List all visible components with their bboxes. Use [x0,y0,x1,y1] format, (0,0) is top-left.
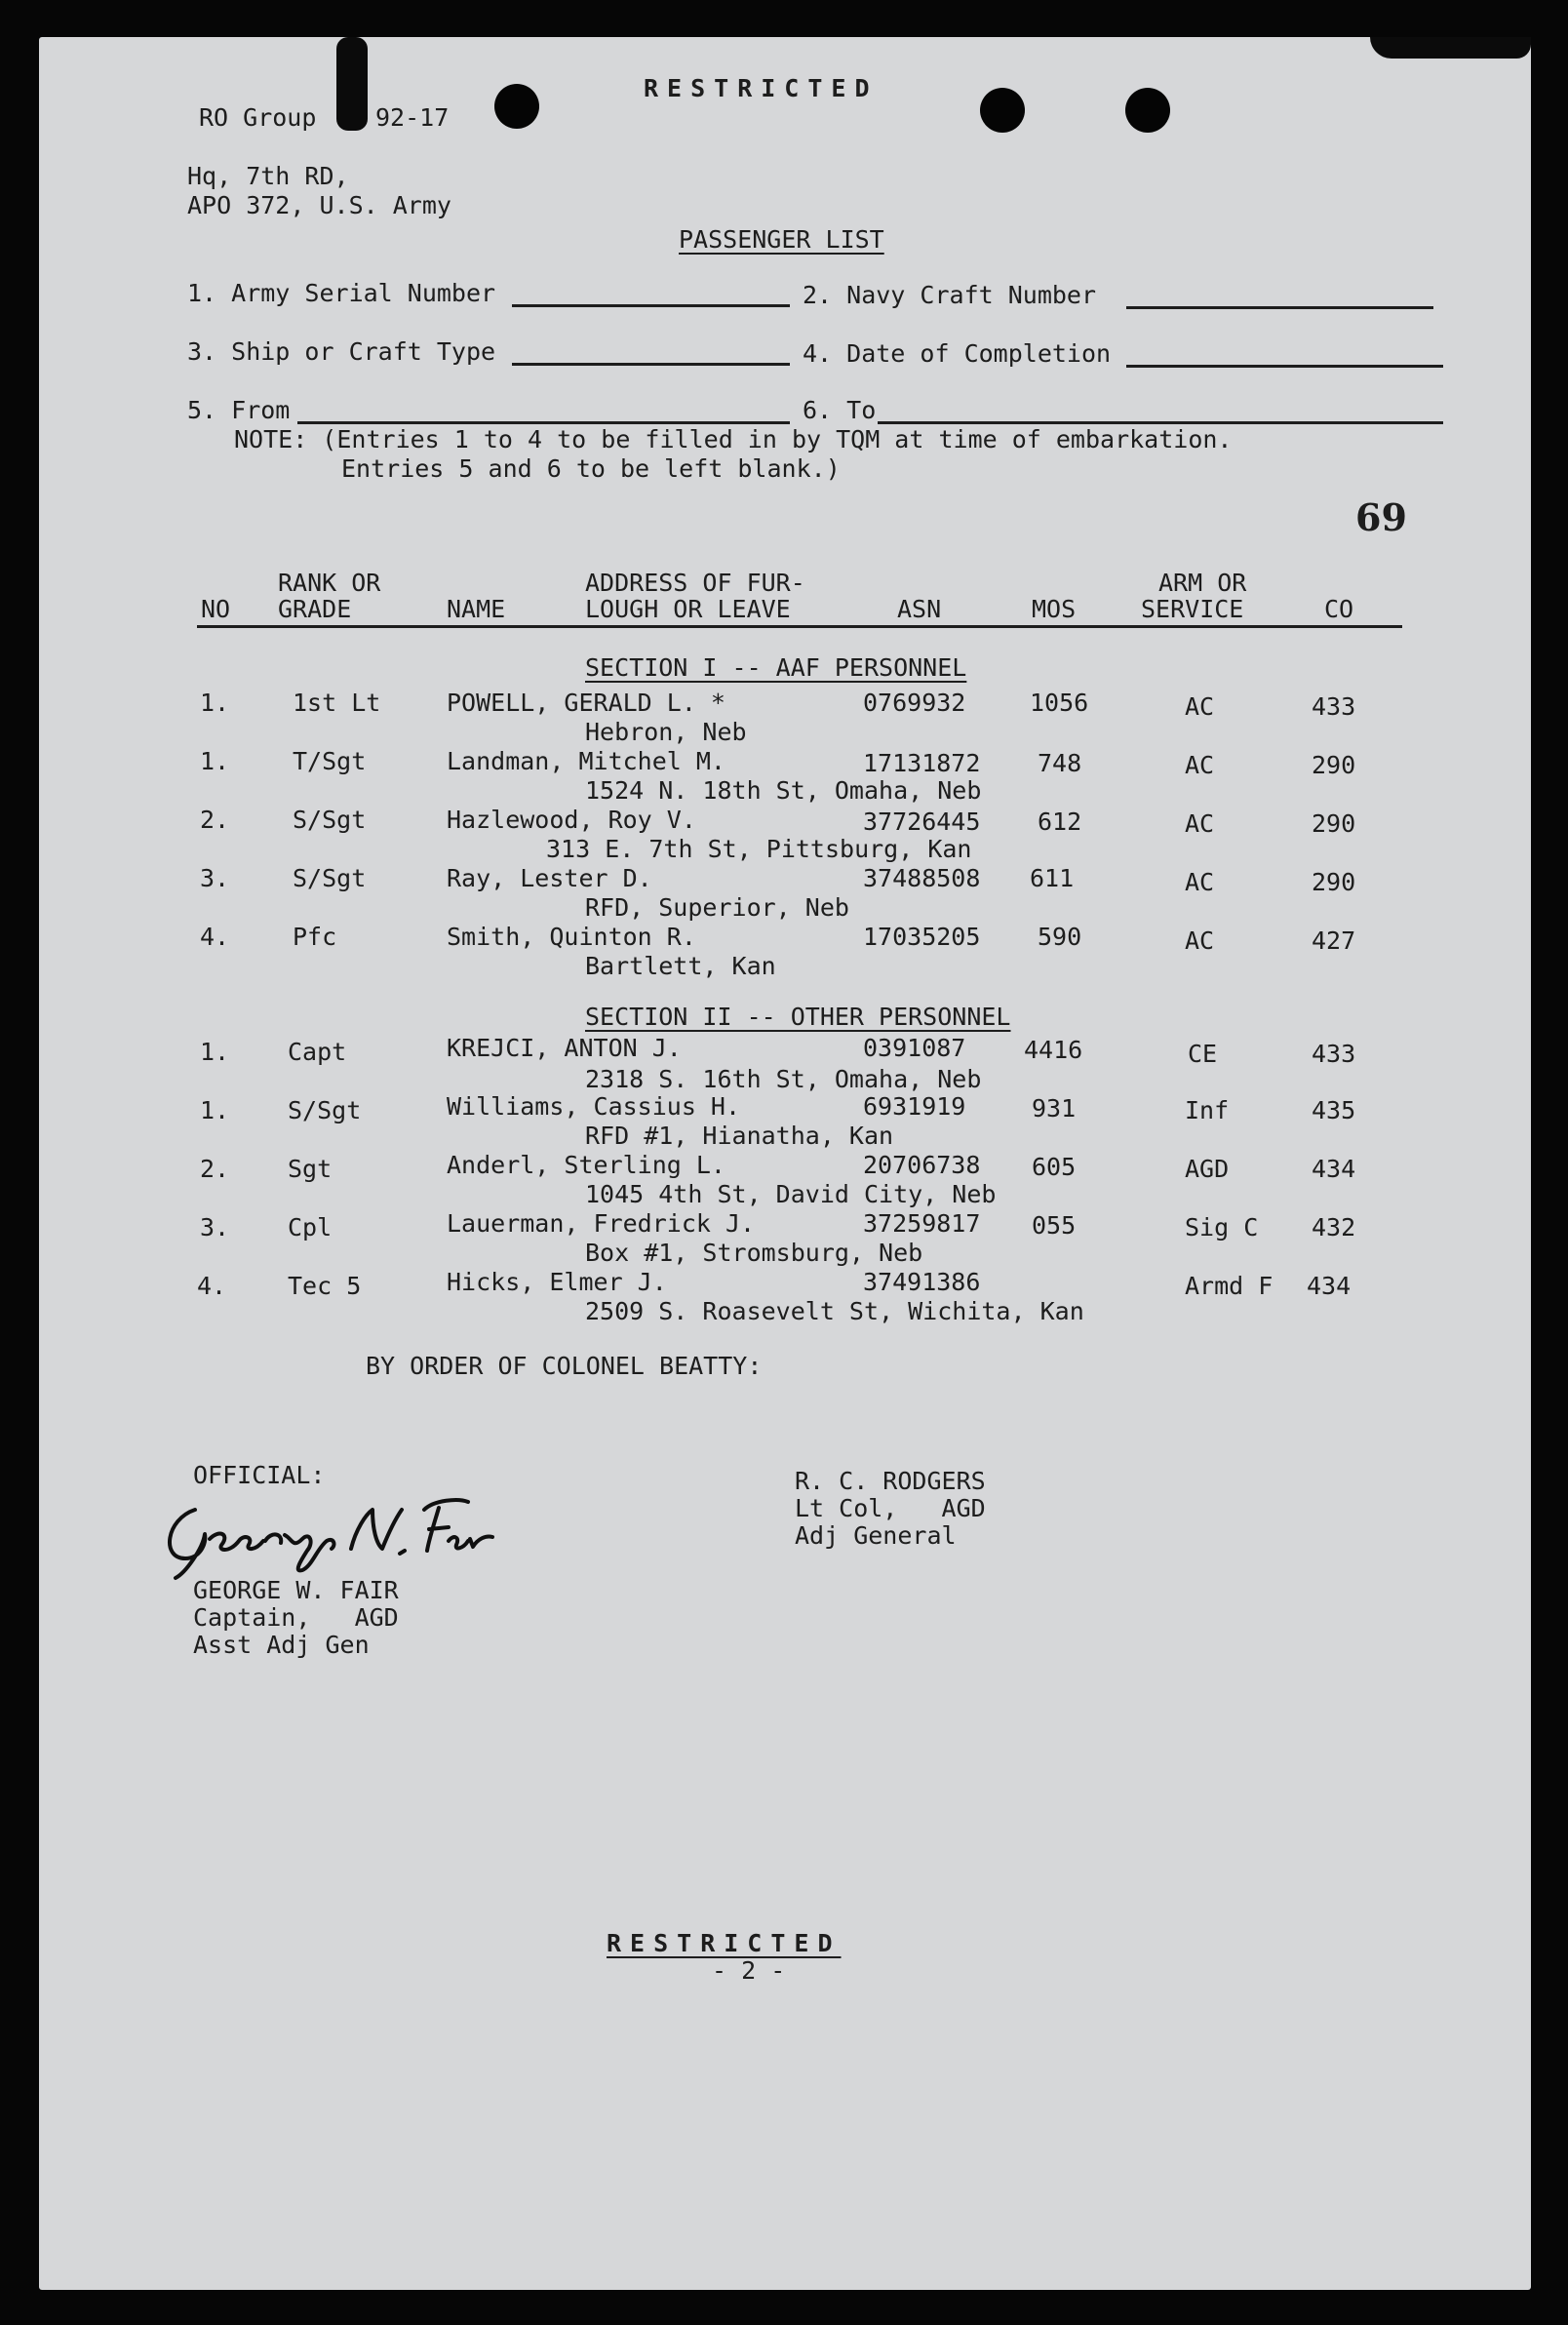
row-arm: AC [1185,692,1215,721]
row-rank: Capt [288,1038,347,1066]
row-address: 2509 S. Roasevelt St, Wichita, Kan [585,1297,1084,1325]
col-address-line-1: ADDRESS OF FUR- [585,569,805,597]
left-signatory-name: GEORGE W. FAIR [193,1576,399,1604]
col-asn: ASN [897,595,942,623]
row-rank: S/Sgt [293,864,367,892]
row-rank: T/Sgt [293,747,367,775]
col-address-line-2: LOUGH OR LEAVE [585,595,791,623]
row-address: Box #1, Stromsburg, Neb [585,1239,923,1267]
left-signatory-title: Asst Adj Gen [193,1631,370,1659]
row-address: RFD, Superior, Neb [585,893,849,922]
right-signatory-title: Adj General [795,1521,957,1550]
restricted-footer: RESTRICTED [607,1929,842,1957]
row-arm: Sig C [1185,1213,1259,1241]
section-2-title: SECTION II -- OTHER PERSONNEL [585,1003,1011,1031]
row-co: 434 [1312,1155,1356,1183]
field-army-serial-number-line [512,304,790,307]
row-name: KREJCI, ANTON J. [447,1034,682,1062]
row-name: POWELL, GERALD L. * [447,689,725,717]
row-co: 432 [1312,1213,1356,1241]
row-co: 290 [1312,868,1356,896]
row-co: 433 [1312,692,1356,721]
row-asn: 6931919 [863,1092,966,1121]
row-address: 1524 N. 18th St, Omaha, Neb [585,776,982,805]
row-name: Ray, Lester D. [447,864,652,892]
row-rank: Pfc [293,923,337,951]
field-ship-type-line [512,363,790,366]
note-line-2: Entries 5 and 6 to be left blank.) [341,454,841,483]
by-order-line: BY ORDER OF COLONEL BEATTY: [366,1352,763,1380]
row-no: 1. [200,747,230,775]
row-asn: 37259817 [863,1209,981,1238]
row-no: 3. [200,864,230,892]
col-co: CO [1324,595,1354,623]
header-rule [197,625,1402,628]
row-co: 434 [1307,1272,1352,1300]
row-address: 1045 4th St, David City, Neb [585,1180,997,1208]
field-date-of-completion: 4. Date of Completion [803,339,1112,368]
row-co: 290 [1312,809,1356,838]
col-arm-line-2: SERVICE [1141,595,1244,623]
row-no: 1. [200,1038,230,1066]
col-mos: MOS [1032,595,1077,623]
field-date-of-completion-line [1126,365,1443,368]
row-name: Williams, Cassius H. [447,1092,741,1121]
field-navy-craft-number: 2. Navy Craft Number [803,281,1097,309]
row-arm: AC [1185,751,1215,779]
row-co: 290 [1312,751,1356,779]
ro-group-label: RO Group [199,103,317,132]
official-label: OFFICIAL: [193,1461,326,1489]
row-asn: 37488508 [863,864,981,892]
row-arm: Inf [1185,1096,1230,1124]
row-address: Bartlett, Kan [585,952,776,980]
row-rank: S/Sgt [288,1096,362,1124]
row-mos: 611 [1030,864,1075,892]
row-no: 2. [200,806,230,834]
row-mos: 748 [1038,749,1082,777]
passenger-list-title: PASSENGER LIST [679,225,884,254]
row-rank: 1st Lt [293,689,381,717]
row-address: Hebron, Neb [585,718,747,746]
row-no: 4. [197,1272,227,1300]
row-rank: Cpl [288,1213,333,1241]
page-stamp-number: 69 [1355,495,1407,539]
field-from: 5. From [187,396,291,424]
ro-group-number: 92-17 [375,103,450,132]
row-asn: 37726445 [863,808,981,836]
row-mos: 612 [1038,808,1082,836]
row-name: Hicks, Elmer J. [447,1268,667,1296]
ink-blot-top [336,37,368,131]
field-army-serial-number: 1. Army Serial Number [187,279,496,307]
torn-corner-top-right [1370,37,1531,59]
row-no: 1. [200,1096,230,1124]
row-mos: 4416 [1024,1036,1083,1064]
row-co: 433 [1312,1040,1356,1068]
row-asn: 17131872 [863,749,981,777]
row-arm: CE [1188,1040,1218,1068]
field-navy-craft-number-line [1126,306,1433,309]
row-address: 2318 S. 16th St, Omaha, Neb [585,1065,982,1093]
right-signatory-name: R. C. RODGERS [795,1467,986,1495]
section-1-title: SECTION I -- AAF PERSONNEL [585,653,967,682]
hq-line-2: APO 372, U.S. Army [187,191,451,219]
row-no: 4. [200,923,230,951]
row-arm: AC [1185,809,1215,838]
col-name: NAME [447,595,506,623]
row-address: 313 E. 7th St, Pittsburg, Kan [546,835,972,863]
row-arm: Armd F [1185,1272,1274,1300]
row-asn: 17035205 [863,923,981,951]
left-signatory-rank: Captain, AGD [193,1603,399,1632]
field-to-line [878,421,1443,424]
row-name: Landman, Mitchel M. [447,747,725,775]
punch-hole-left [494,84,539,129]
row-name: Lauerman, Fredrick J. [447,1209,756,1238]
row-address: RFD #1, Hianatha, Kan [585,1122,894,1150]
row-rank: Tec 5 [288,1272,362,1300]
row-arm: AGD [1185,1155,1230,1183]
punch-hole-right [1125,88,1170,133]
field-from-line [297,421,790,424]
row-no: 2. [200,1155,230,1183]
restricted-header: RESTRICTED [644,74,879,102]
note-line-1: NOTE: (Entries 1 to 4 to be filled in by TQM at time of embarkation. [234,425,1233,453]
row-asn: 20706738 [863,1151,981,1179]
row-arm: AC [1185,926,1215,955]
field-to: 6. To [803,396,877,424]
row-asn: 37491386 [863,1268,981,1296]
col-no: NO [201,595,231,623]
row-name: Anderl, Sterling L. [447,1151,725,1179]
row-name: Smith, Quinton R. [447,923,696,951]
punch-hole-middle [980,88,1025,133]
field-ship-type: 3. Ship or Craft Type [187,337,496,366]
row-mos: 590 [1038,923,1082,951]
col-rank-line-2: GRADE [278,595,352,623]
row-co: 435 [1312,1096,1356,1124]
document-page [39,37,1531,2290]
row-no: 1. [200,689,230,717]
row-asn: 0769932 [863,689,966,717]
page-number: - 2 - [712,1956,786,1985]
row-mos: 931 [1032,1094,1077,1123]
row-no: 3. [200,1213,230,1241]
row-co: 427 [1312,926,1356,955]
row-mos: 605 [1032,1153,1077,1181]
row-asn: 0391087 [863,1034,966,1062]
row-mos: 1056 [1030,689,1089,717]
row-rank: Sgt [288,1155,333,1183]
handwritten-signature [156,1480,507,1592]
right-signatory-rank: Lt Col, AGD [795,1494,986,1522]
hq-line-1: Hq, 7th RD, [187,162,349,190]
row-arm: AC [1185,868,1215,896]
row-mos: 055 [1032,1211,1077,1240]
row-rank: S/Sgt [293,806,367,834]
col-arm-line-1: ARM OR [1158,569,1247,597]
col-rank-line-1: RANK OR [278,569,381,597]
row-name: Hazlewood, Roy V. [447,806,696,834]
